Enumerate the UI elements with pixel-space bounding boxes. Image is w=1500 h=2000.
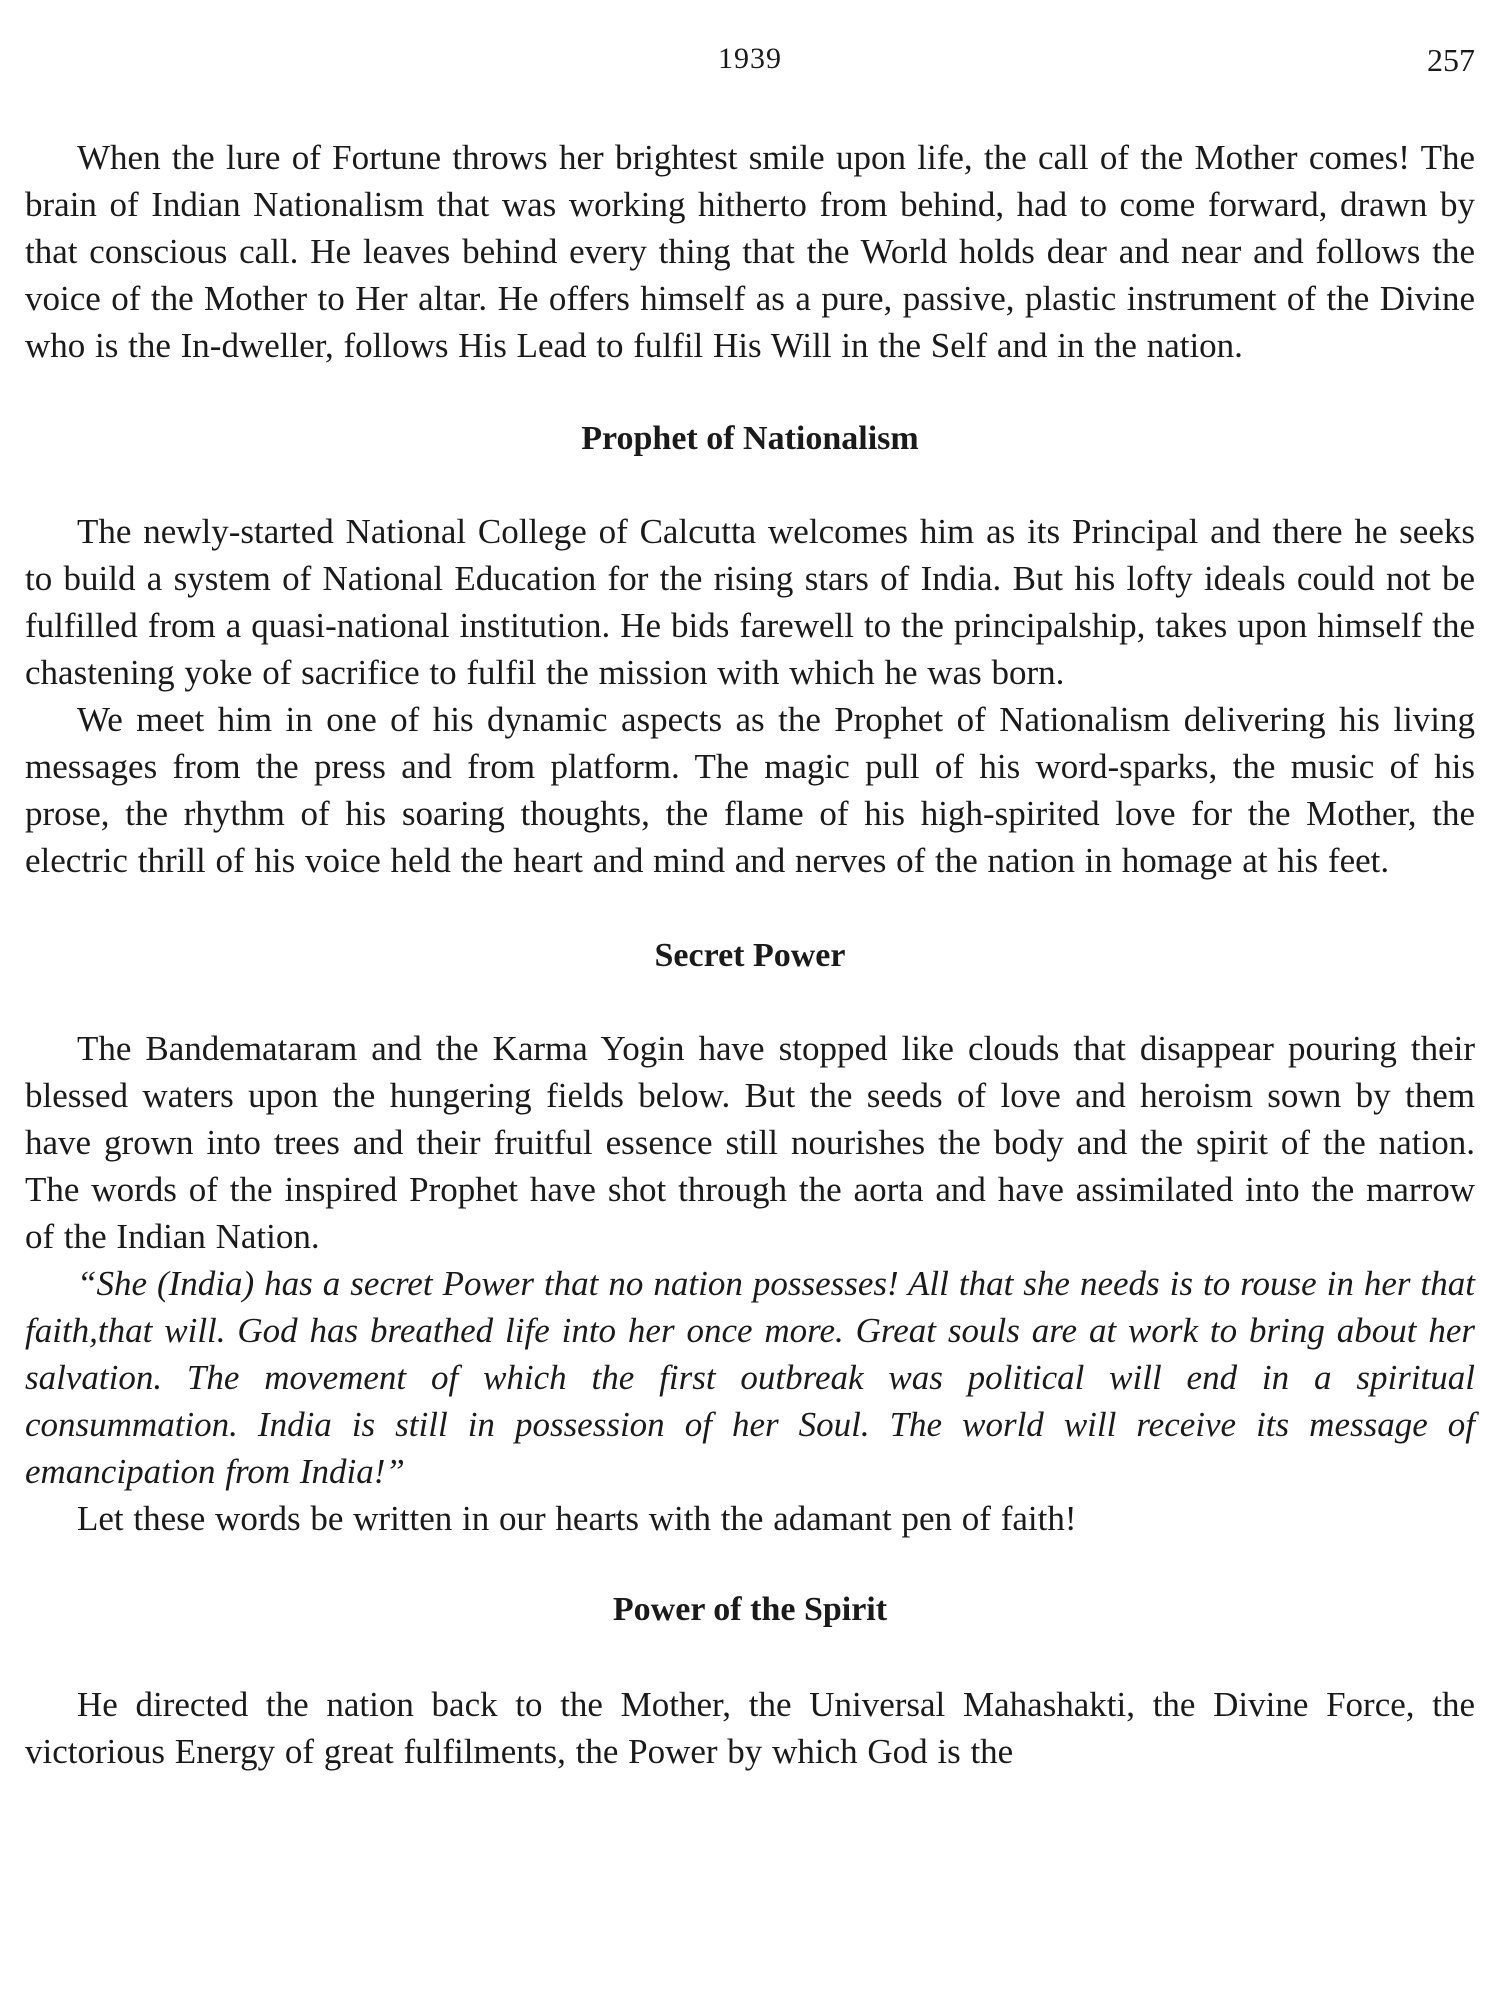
secret-power-paragraph-2: Let these words be written in our hearts with the adamant pen of faith!: [77, 1499, 1077, 1538]
intro-paragraph: When the lure of Fortune throws her brightest smile upon life, the call of the Mother comes! The brain of Indian Nationalism that was working hitherto from behind, had to come forward, drawn by that conscious call. He leaves behind every thing that the World holds dear and near and follows the voice of the Mother to Her altar. He offers himself as a pure, passive, plastic instrument of the Divine who is the In-dweller, follows His Lead to fulfil His Will in the Self and in the nation.: [25, 138, 1475, 365]
prophet-paragraph-2: We meet him in one of his dynamic aspects as the Prophet of Nationalism delivering his living messages from the press and from platform. The magic pull of his word-sparks, the music of his prose, the rhythm of his soaring thoughts, the flame of his high-spirited love for the Mother, the electric thrill of his voice held the heart and mind and nerves of the nation in homage at his feet.: [25, 700, 1475, 880]
prophet-paragraph-1: The newly-started National College of Calcutta welcomes him as its Principal and there he seeks to build a system of National Education for the rising stars of India. But his lofty ideals could not be fulfilled from a quasi-national institution. He bids farewell to the principalship, takes upon himself the chastening yoke of sacrifice to fulfil the mission with which he was born.: [25, 512, 1475, 692]
secret-power-paragraph-1: The Bandemataram and the Karma Yogin have stopped like clouds that disappear pouring their blessed waters upon the hungering fields below. But the seeds of love and heroism sown by them have grown into trees and their fruitful essence still nourishes the body and the spirit of the nation. The words of the inspired Prophet have shot through the aorta and have assimilated into the marrow of the Indian Nation.: [25, 1029, 1475, 1256]
section-heading-secret-power: Secret Power: [654, 937, 846, 974]
section-heading-prophet-of-nationalism: Prophet of Nationalism: [581, 420, 919, 457]
secret-power-quotation: “She (India) has a secret Power that no nation possesses! All that she needs is to rouse in her that faith,that will. God has breathed life into her once more. Great souls are at work to bring about her salvation. The movement of which the first outbreak was political will end in a spiritual consummation. India is still in possession of her Soul. The world will receive its message of emancipation from India!”: [25, 1264, 1475, 1491]
power-of-spirit-paragraph-1: He directed the nation back to the Mother, the Universal Mahashakti, the Divine Force, the victorious Energy of great fulfilments, the Power by which God is the: [25, 1685, 1475, 1771]
running-head: [25, 0, 1475, 130]
running-head-year: 1939: [718, 42, 782, 75]
section-heading-power-of-the-spirit: Power of the Spirit: [612, 1591, 888, 1628]
page-number: 257: [1427, 42, 1475, 78]
